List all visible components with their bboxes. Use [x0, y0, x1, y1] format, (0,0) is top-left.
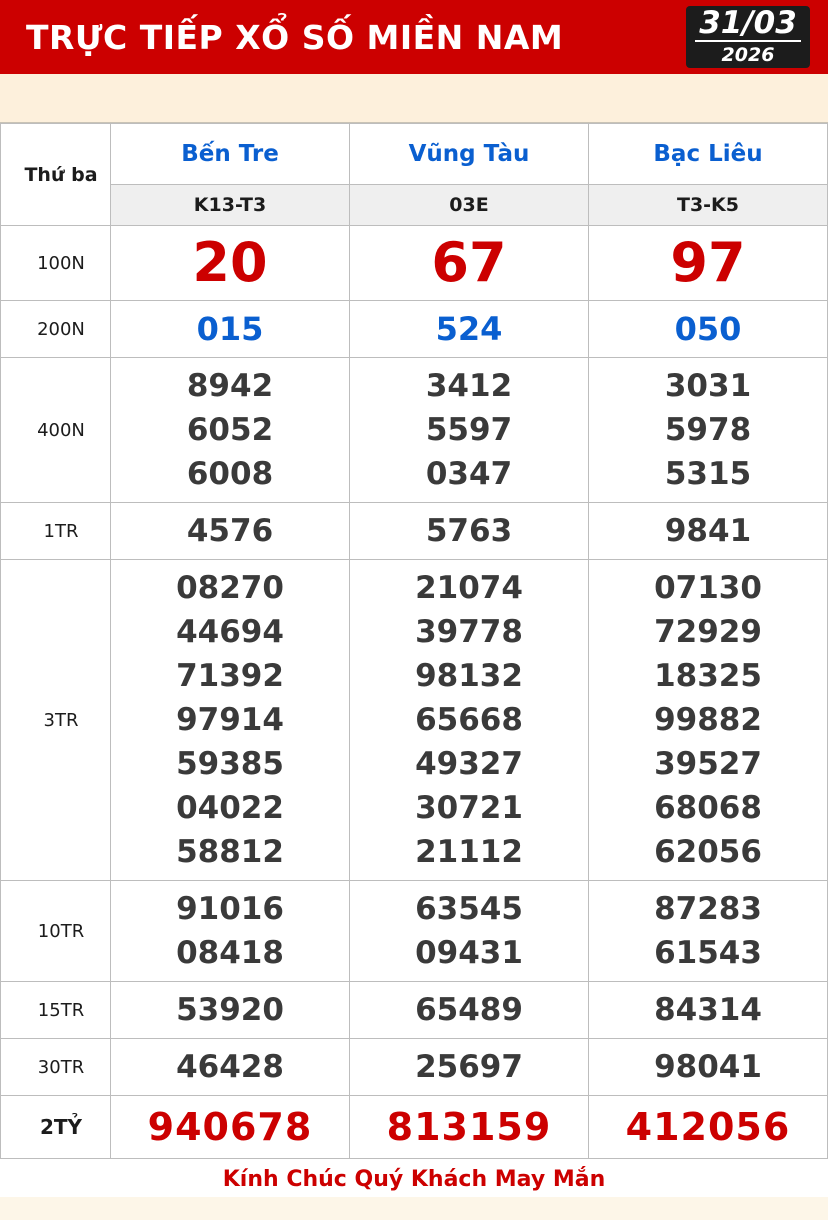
prize-number: 04022	[176, 790, 284, 826]
prize-label: 10TR	[1, 881, 111, 982]
prize-numbers-cell	[111, 301, 350, 358]
prize-numbers-cell	[111, 982, 350, 1039]
prize-number: 39527	[654, 746, 762, 782]
prize-numbers-cell	[111, 1096, 350, 1159]
prize-numbers-cell	[350, 226, 589, 301]
prize-number: 524	[435, 310, 503, 348]
table-row	[1, 881, 828, 982]
prize-number: 412056	[625, 1105, 791, 1149]
prize-number: 0347	[425, 456, 513, 492]
prize-number: 84314	[654, 992, 762, 1028]
prize-numbers-cell	[589, 301, 828, 358]
province-code: T3-K5	[589, 185, 828, 226]
prize-number: 97914	[176, 702, 284, 738]
prize-numbers-cell	[350, 881, 589, 982]
prize-number: 30721	[415, 790, 523, 826]
prize-numbers-cell	[589, 503, 828, 560]
table-row	[1, 982, 828, 1039]
prize-number: 18325	[654, 658, 762, 694]
province-code-row	[1, 185, 828, 226]
prize-numbers-cell	[350, 503, 589, 560]
prize-number: 21112	[415, 834, 523, 870]
prize-number: 21074	[415, 570, 523, 606]
prize-number: 050	[674, 310, 742, 348]
table-row	[1, 1039, 828, 1096]
prize-number: 72929	[654, 614, 762, 650]
prize-number: 5763	[425, 513, 513, 549]
prize-number: 59385	[176, 746, 284, 782]
prize-label: 3TR	[1, 560, 111, 881]
table-row	[1, 503, 828, 560]
prize-numbers-cell	[350, 301, 589, 358]
prize-number: 3031	[664, 368, 752, 404]
prize-number: 44694	[176, 614, 284, 650]
prize-number: 5597	[425, 412, 513, 448]
date-day: 31/03	[695, 7, 801, 42]
page-title: TRỰC TIẾP XỔ SỐ MIỀN NAM	[26, 17, 564, 57]
prize-number: 5315	[664, 456, 752, 492]
prize-number: 813159	[386, 1105, 552, 1149]
prize-number: 08270	[176, 570, 284, 606]
prize-number: 6008	[186, 456, 274, 492]
results-table	[0, 123, 828, 1159]
prize-numbers-cell	[350, 982, 589, 1039]
prize-number: 6052	[186, 412, 274, 448]
prize-number: 67	[431, 231, 507, 294]
table-row	[1, 358, 828, 503]
prize-numbers-cell	[111, 358, 350, 503]
prize-number: 25697	[415, 1049, 523, 1085]
prize-number: 63545	[415, 891, 523, 927]
prize-number: 4576	[186, 513, 274, 549]
table-row	[1, 226, 828, 301]
page-header	[0, 0, 828, 74]
prize-numbers-cell	[350, 560, 589, 881]
prize-number: 62056	[654, 834, 762, 870]
prize-number: 20	[192, 231, 268, 294]
prize-numbers-cell	[589, 358, 828, 503]
date-badge	[686, 6, 810, 68]
prize-label: 30TR	[1, 1039, 111, 1096]
date-year: 2026	[721, 44, 775, 66]
prize-numbers-cell	[350, 358, 589, 503]
prize-numbers-cell	[111, 881, 350, 982]
prize-number: 68068	[654, 790, 762, 826]
prize-numbers-cell	[589, 226, 828, 301]
prize-number: 65668	[415, 702, 523, 738]
province-name[interactable]: Bến Tre	[111, 124, 350, 185]
prize-number: 940678	[147, 1105, 313, 1149]
prize-label: 200N	[1, 301, 111, 358]
prize-number: 3412	[425, 368, 513, 404]
footer-note: Kính Chúc Quý Khách May Mắn	[0, 1159, 828, 1197]
table-row	[1, 560, 828, 881]
prize-number: 98132	[415, 658, 523, 694]
prize-number: 98041	[654, 1049, 762, 1085]
prize-numbers-cell	[111, 560, 350, 881]
prize-number: 015	[196, 310, 264, 348]
prize-label: 1TR	[1, 503, 111, 560]
prize-number: 91016	[176, 891, 284, 927]
prize-numbers-cell	[111, 226, 350, 301]
prize-number: 08418	[176, 935, 284, 971]
prize-number: 46428	[176, 1049, 284, 1085]
province-name[interactable]: Bạc Liêu	[589, 124, 828, 185]
province-name[interactable]: Vũng Tàu	[350, 124, 589, 185]
prize-numbers-cell	[589, 1096, 828, 1159]
prize-number: 71392	[176, 658, 284, 694]
prize-number: 39778	[415, 614, 523, 650]
prize-number: 58812	[176, 834, 284, 870]
prize-number: 87283	[654, 891, 762, 927]
prize-number: 07130	[654, 570, 762, 606]
prize-numbers-cell	[589, 1039, 828, 1096]
prize-number: 65489	[415, 992, 523, 1028]
prize-number: 61543	[654, 935, 762, 971]
prize-label: 100N	[1, 226, 111, 301]
sub-bar	[0, 74, 828, 123]
weekday-label: Thứ ba	[1, 124, 111, 226]
prize-number: 9841	[664, 513, 752, 549]
prize-numbers-cell	[589, 560, 828, 881]
table-row	[1, 1096, 828, 1159]
prize-numbers-cell	[589, 982, 828, 1039]
province-code: K13-T3	[111, 185, 350, 226]
table-header-row	[1, 124, 828, 185]
prize-number: 97	[670, 231, 746, 294]
prize-numbers-cell	[589, 881, 828, 982]
prize-number: 53920	[176, 992, 284, 1028]
table-row	[1, 301, 828, 358]
prize-number: 09431	[415, 935, 523, 971]
province-code: 03E	[350, 185, 589, 226]
prize-numbers-cell	[111, 1039, 350, 1096]
prize-label: 2TỶ	[1, 1096, 111, 1159]
prize-number: 5978	[664, 412, 752, 448]
prize-numbers-cell	[111, 503, 350, 560]
prize-number: 8942	[186, 368, 274, 404]
prize-number: 49327	[415, 746, 523, 782]
prize-numbers-cell	[350, 1039, 589, 1096]
prize-numbers-cell	[350, 1096, 589, 1159]
prize-number: 99882	[654, 702, 762, 738]
prize-label: 400N	[1, 358, 111, 503]
prize-label: 15TR	[1, 982, 111, 1039]
